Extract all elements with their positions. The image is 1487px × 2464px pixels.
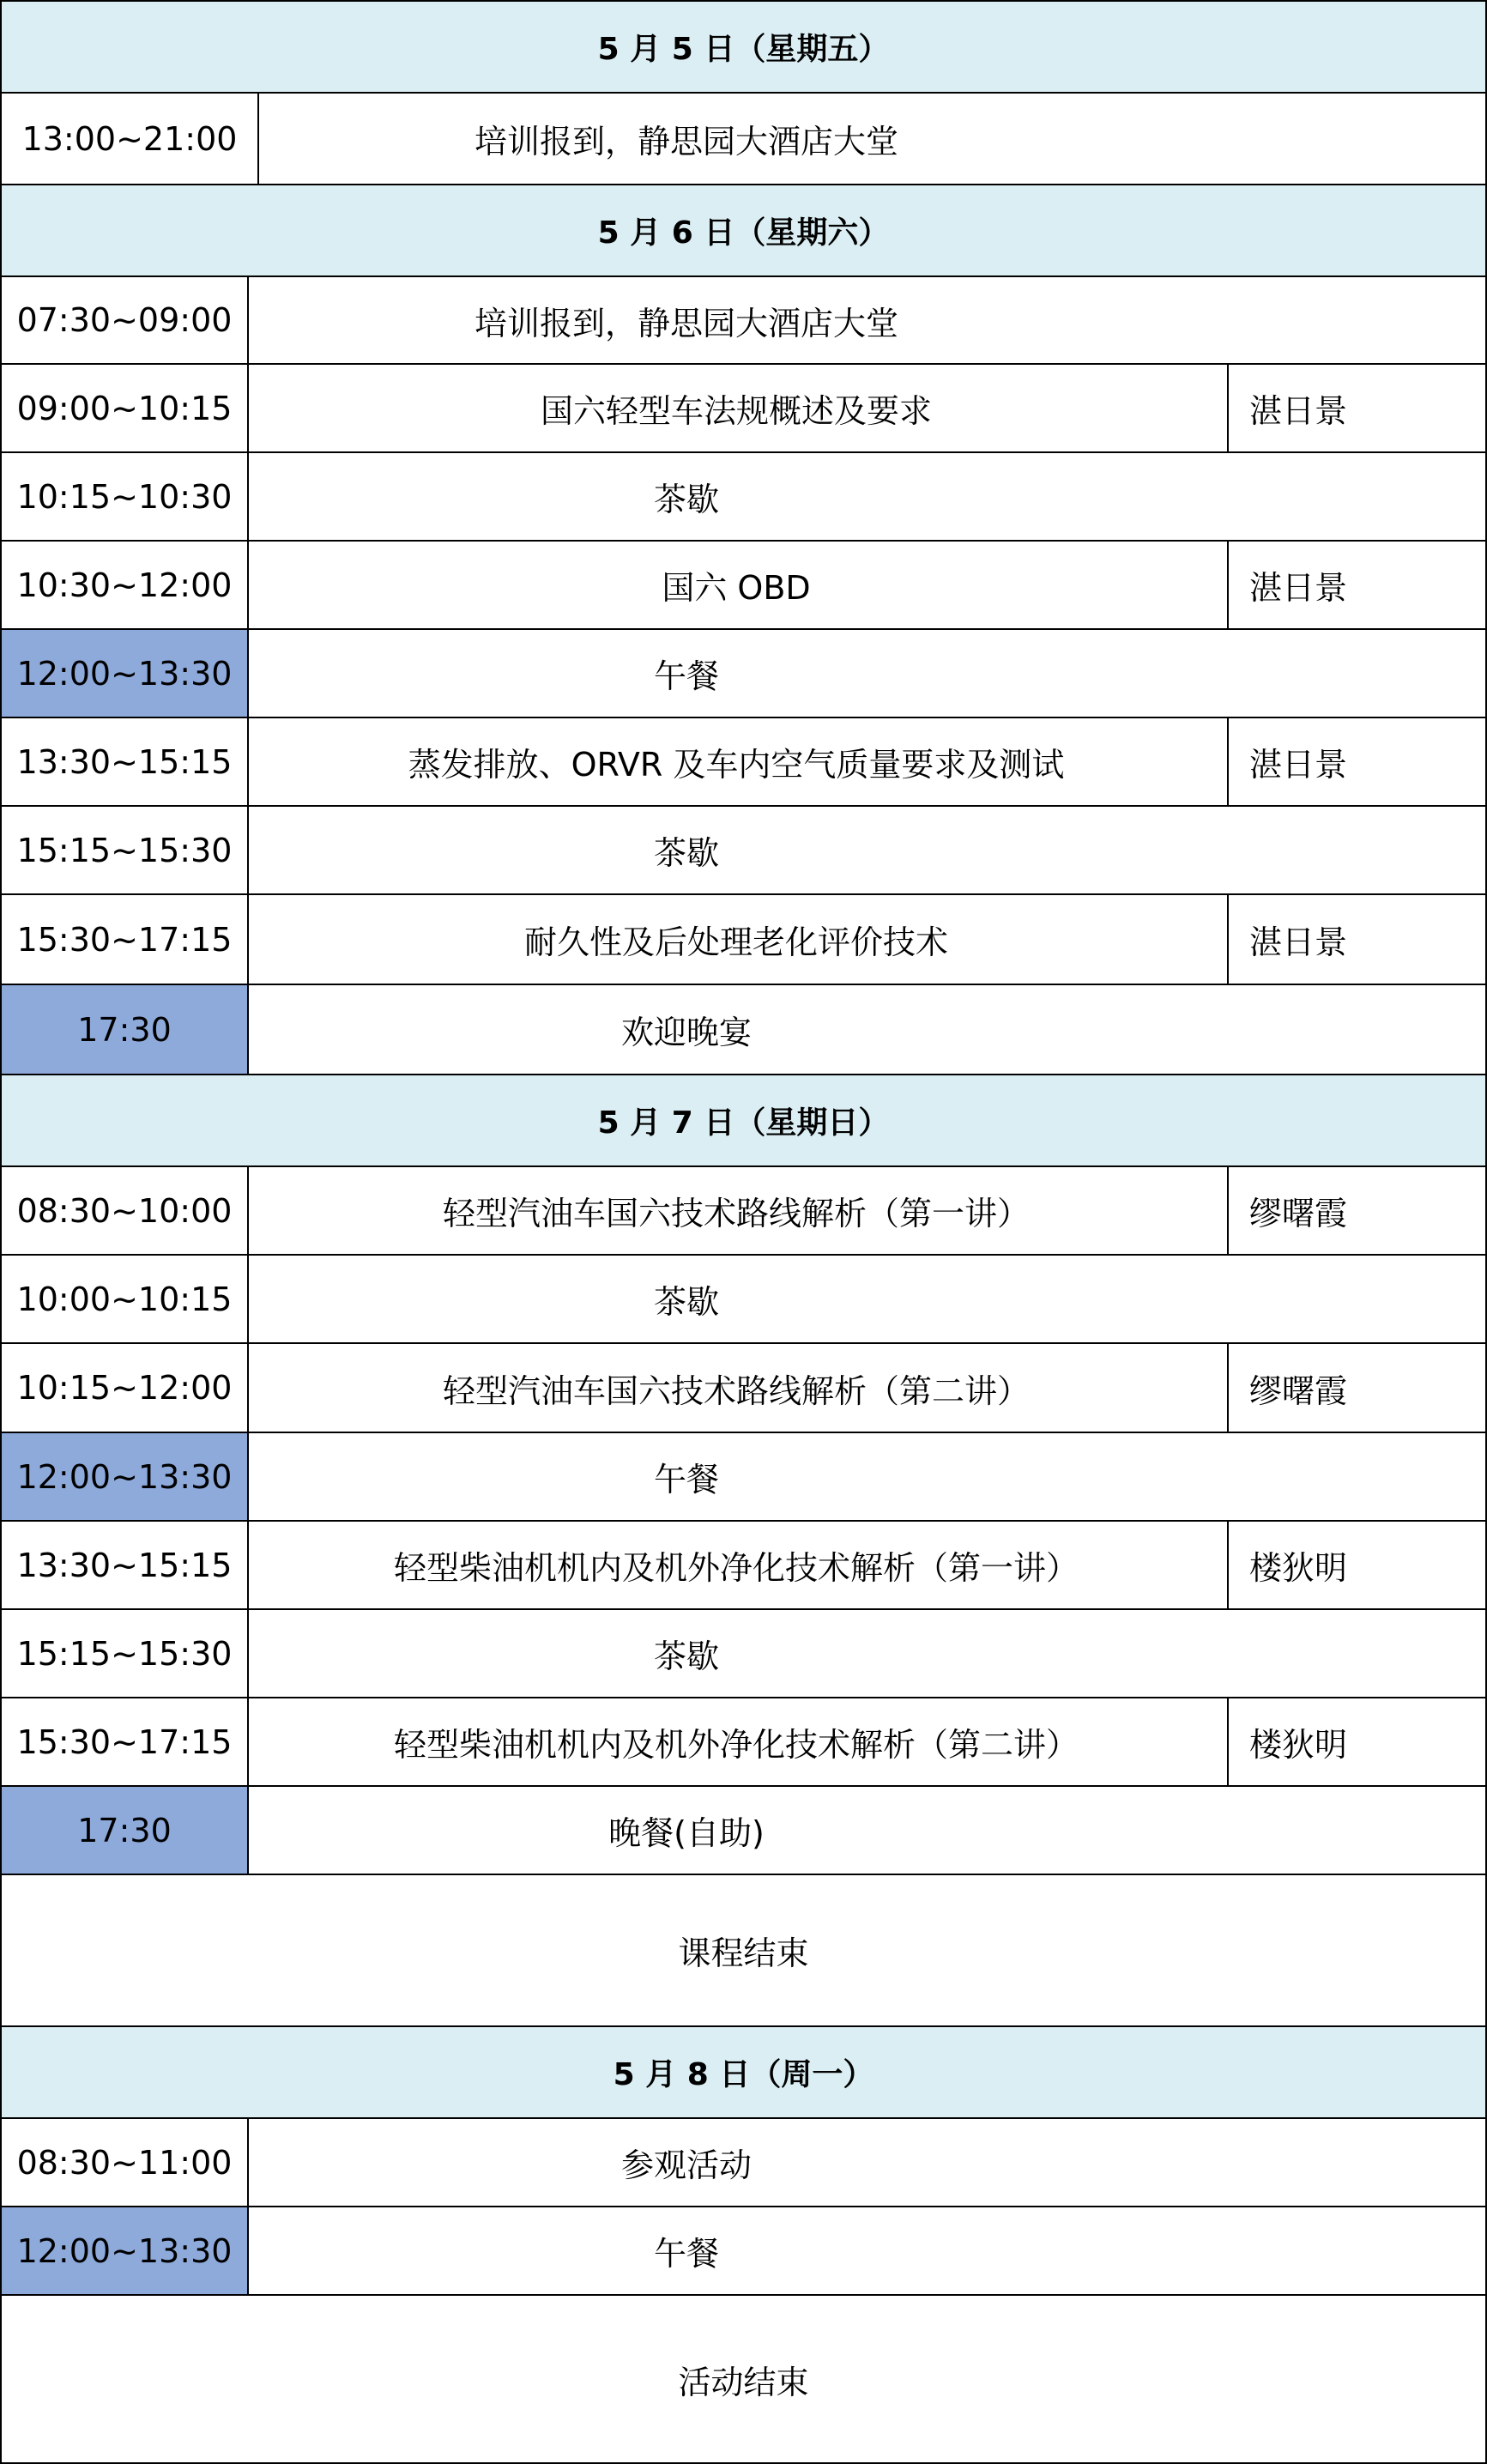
session-title: 茶歇 xyxy=(653,1283,719,1321)
session-row xyxy=(0,1697,1487,1787)
session-time: 08:30~11:00 xyxy=(2,2119,249,2206)
session-title: 午餐 xyxy=(653,1461,719,1498)
session-title: 晚餐(自助) xyxy=(608,1814,765,1852)
session-row xyxy=(0,2117,1487,2207)
session-title: 培训报到，静思园大酒店大堂 xyxy=(474,123,898,160)
session-title: 轻型汽油车国六技术路线解析（第二讲） xyxy=(442,1371,1030,1410)
session-title: 蒸发排放、ORVR 及车内空气质量要求及测试 xyxy=(408,746,1065,784)
session-title: 茶歇 xyxy=(653,834,719,872)
session-row xyxy=(0,717,1487,807)
session-row xyxy=(0,1432,1487,1522)
session-time: 13:30~15:15 xyxy=(2,1522,249,1608)
day-header: 5 月 7 日（星期日） xyxy=(597,1105,890,1141)
session-title: 国六轻型车法规概述及要求 xyxy=(540,392,932,430)
session-time: 17:30 xyxy=(2,985,249,1074)
day-header-row xyxy=(0,0,1487,94)
day-header: 5 月 6 日（星期六） xyxy=(597,215,890,251)
session-speaker: 缪曙霞 xyxy=(1227,1344,1485,1432)
session-row xyxy=(0,628,1487,718)
session-time: 10:00~10:15 xyxy=(2,1256,249,1342)
session-row xyxy=(0,451,1487,542)
session-row xyxy=(0,1520,1487,1610)
session-row xyxy=(0,1165,1487,1256)
session-time: 13:30~15:15 xyxy=(2,718,249,805)
session-time: 13:00~21:00 xyxy=(2,94,259,184)
session-row xyxy=(0,2206,1487,2296)
closing-text: 课程结束 xyxy=(678,1934,809,1972)
session-row xyxy=(0,1254,1487,1344)
session-row xyxy=(0,363,1487,453)
day-header: 5 月 8 日（周一） xyxy=(613,2057,874,2092)
session-time: 15:15~15:30 xyxy=(2,1610,249,1697)
session-title: 午餐 xyxy=(653,2235,719,2273)
session-time: 15:15~15:30 xyxy=(2,807,249,893)
session-row xyxy=(0,1342,1487,1433)
session-speaker: 湛日景 xyxy=(1227,365,1485,451)
session-time: 10:15~12:00 xyxy=(2,1344,249,1432)
session-row xyxy=(0,92,1487,185)
session-time: 12:00~13:30 xyxy=(2,630,249,717)
session-speaker: 缪曙霞 xyxy=(1227,1167,1485,1254)
session-time: 12:00~13:30 xyxy=(2,1433,249,1520)
session-time: 17:30 xyxy=(2,1787,249,1874)
session-title: 轻型柴油机机内及机外净化技术解析（第一讲） xyxy=(393,1549,1079,1587)
session-time: 12:00~13:30 xyxy=(2,2207,249,2294)
session-time: 10:15~10:30 xyxy=(2,453,249,540)
session-speaker: 湛日景 xyxy=(1227,542,1485,628)
day-header-row xyxy=(0,2025,1487,2119)
session-title: 欢迎晚宴 xyxy=(620,1014,752,1051)
session-row xyxy=(0,1608,1487,1698)
day-header: 5 月 5 日（星期五） xyxy=(597,32,890,67)
session-title: 茶歇 xyxy=(653,1638,719,1675)
session-time: 07:30~09:00 xyxy=(2,277,249,363)
session-speaker: 楼狄明 xyxy=(1227,1522,1485,1608)
closing-row xyxy=(0,1874,1487,2027)
session-time: 09:00~10:15 xyxy=(2,365,249,451)
session-row xyxy=(0,893,1487,985)
session-row xyxy=(0,275,1487,365)
session-time: 10:30~12:00 xyxy=(2,542,249,628)
session-time: 15:30~17:15 xyxy=(2,895,249,984)
session-title: 轻型汽油车国六技术路线解析（第一讲） xyxy=(442,1195,1030,1232)
session-title: 培训报到，静思园大酒店大堂 xyxy=(474,304,898,342)
session-title: 国六 OBD xyxy=(662,569,811,607)
session-title: 耐久性及后处理老化评价技术 xyxy=(523,923,948,961)
session-row xyxy=(0,984,1487,1075)
session-row xyxy=(0,805,1487,895)
session-row xyxy=(0,1785,1487,1875)
session-title: 参观活动 xyxy=(620,2146,752,2184)
day-header-row xyxy=(0,184,1487,277)
session-time: 15:30~17:15 xyxy=(2,1698,249,1785)
session-speaker: 湛日景 xyxy=(1227,718,1485,805)
closing-text: 活动结束 xyxy=(678,2363,809,2401)
session-title: 午餐 xyxy=(653,657,719,695)
session-row xyxy=(0,540,1487,630)
day-header-row xyxy=(0,1074,1487,1167)
session-speaker: 楼狄明 xyxy=(1227,1698,1485,1785)
session-title: 茶歇 xyxy=(653,481,719,518)
closing-row xyxy=(0,2294,1487,2464)
session-title: 轻型柴油机机内及机外净化技术解析（第二讲） xyxy=(393,1726,1079,1764)
session-speaker: 湛日景 xyxy=(1227,895,1485,984)
session-time: 08:30~10:00 xyxy=(2,1167,249,1254)
